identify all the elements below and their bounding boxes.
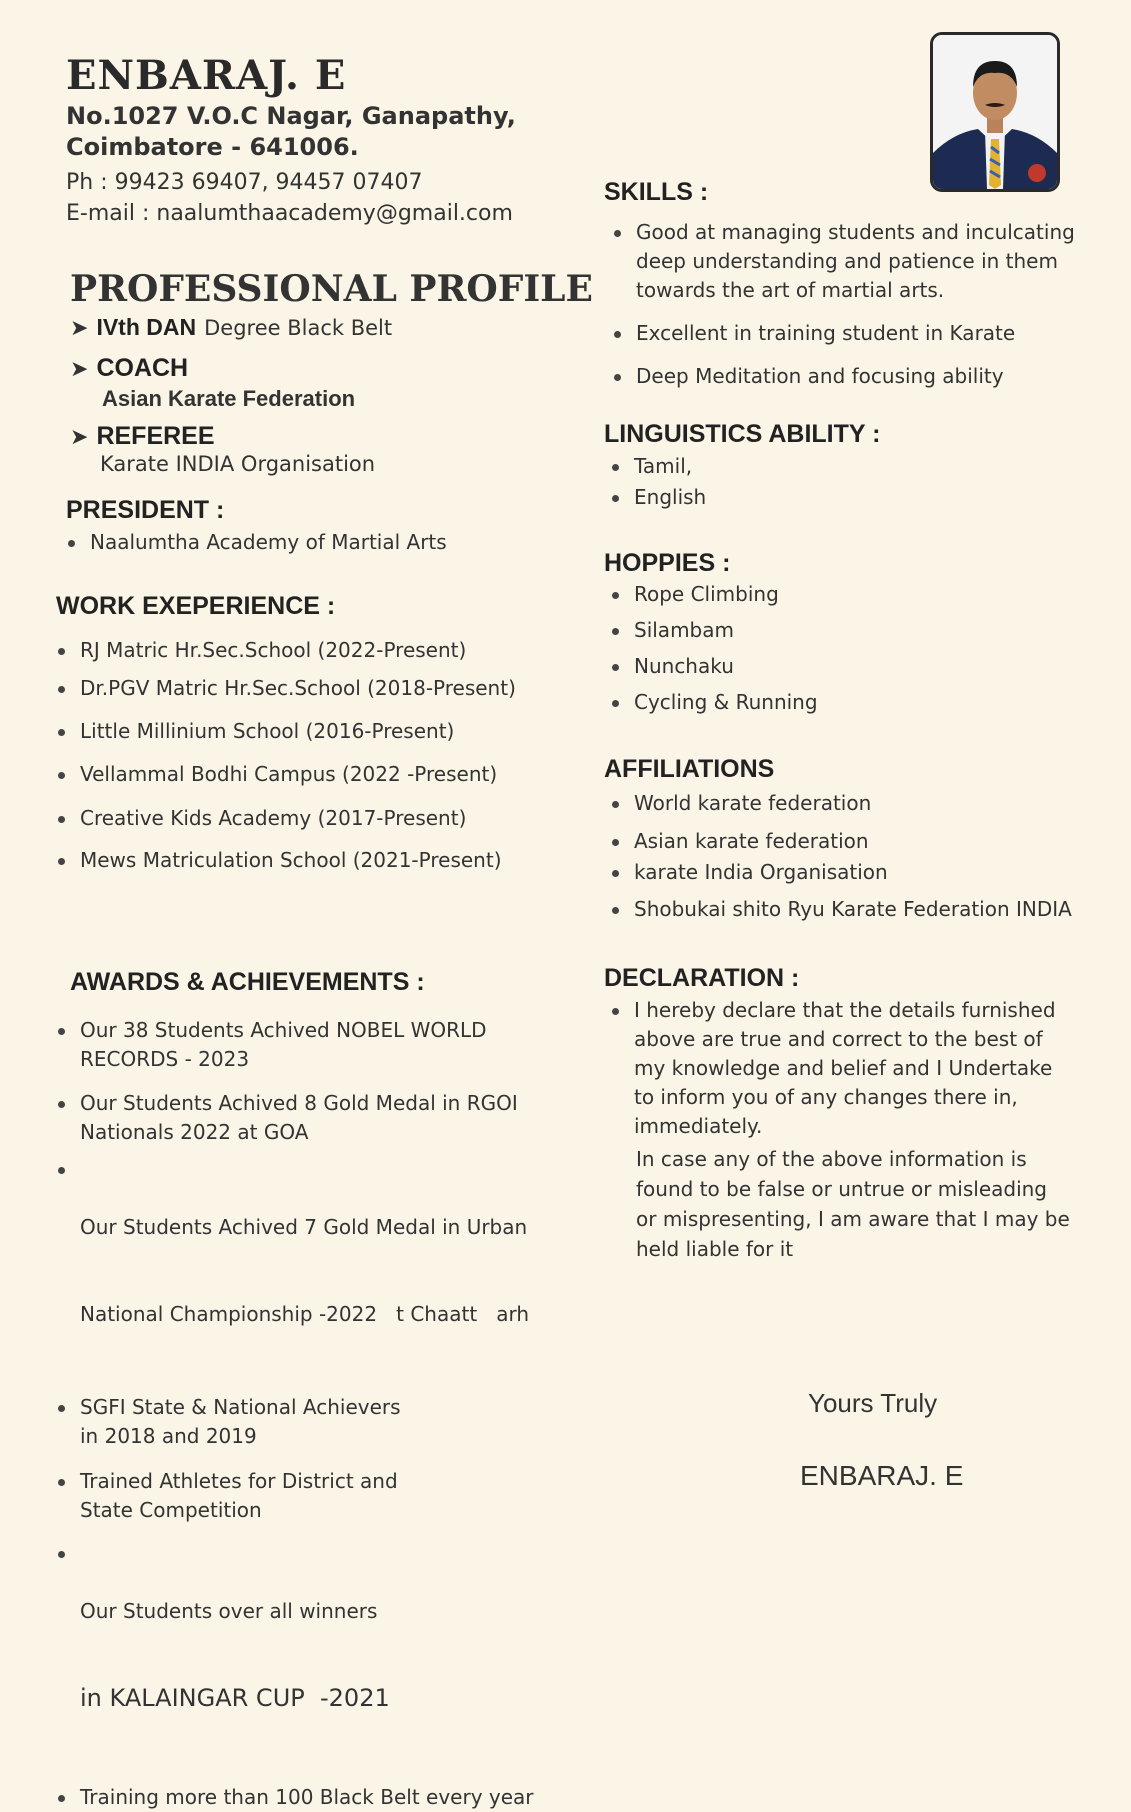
address-line-1: No.1027 V.O.C Nagar, Ganapathy,: [66, 102, 516, 130]
declaration-line: I hereby declare that the details furnished: [634, 998, 1056, 1022]
award-line: State Competition: [80, 1498, 262, 1522]
skills-heading: SKILLS :: [604, 178, 709, 206]
declaration-list: [610, 996, 1110, 1141]
list-item: [610, 996, 1110, 1141]
declaration-line: or mispresenting, I am aware that I may be: [636, 1207, 1070, 1231]
skill-line: Deep Meditation and focusing ability: [636, 364, 1004, 388]
list-item: Tamil,: [610, 452, 706, 481]
declaration-line: found to be false or untrue or misleading: [636, 1177, 1047, 1201]
awards-list: [56, 1016, 556, 1812]
award-line: SGFI State & National Achievers: [80, 1395, 401, 1419]
profile-coach: [70, 354, 188, 383]
list-item: Dr.PGV Matric Hr.Sec.School (2018-Present): [56, 674, 516, 703]
list-item: [56, 1539, 556, 1771]
list-item: RJ Matric Hr.Sec.School (2022-Present): [56, 636, 516, 665]
declaration-line: In case any of the above information is: [636, 1147, 1027, 1171]
professional-profile-title: PROFESSIONAL PROFILE: [70, 268, 593, 310]
profile-referee: [70, 422, 215, 451]
declaration-line: immediately.: [634, 1114, 763, 1138]
linguistics-heading: LINGUISTICS ABILITY :: [604, 420, 881, 448]
list-item: [612, 362, 1102, 391]
portrait-image-icon: [933, 35, 1057, 189]
declaration-paragraph-2: [636, 1144, 1070, 1264]
skills-list: [612, 218, 1102, 391]
declaration-line: to inform you of any changes there in,: [634, 1085, 1018, 1109]
profile-dan: [70, 314, 392, 341]
work-experience-list: [56, 636, 516, 875]
referee-organisation: Karate INDIA Organisation: [100, 452, 376, 476]
list-item: Naalumtha Academy of Martial Arts: [66, 528, 447, 557]
hobbies-heading: HOPPIES :: [604, 549, 731, 577]
chevron-right-icon: ➤: [70, 425, 89, 450]
applicant-name: ENBARAJ. E: [66, 52, 347, 99]
list-item: English: [610, 483, 706, 512]
list-item: [56, 1783, 556, 1812]
list-item: [612, 319, 1102, 348]
award-line: RECORDS - 2023: [80, 1047, 250, 1071]
list-item: Creative Kids Academy (2017-Present): [56, 804, 516, 833]
declaration-line: above are true and correct to the best of: [634, 1027, 1043, 1051]
award-line: Our 38 Students Achived NOBEL WORLD: [80, 1018, 487, 1042]
award-line: Our Students Achived 8 Gold Medal in RGOI: [80, 1091, 518, 1115]
closing-yours-truly: Yours Truly: [808, 1388, 938, 1418]
declaration-line: my knowledge and belief and I Undertake: [634, 1056, 1053, 1080]
list-item: Silambam: [610, 616, 818, 645]
dan-description: Degree Black Belt: [204, 316, 393, 340]
award-line: in KALAINGAR CUP -2021: [80, 1684, 390, 1712]
affiliations-heading: AFFILIATIONS: [604, 755, 775, 783]
list-item: [56, 1155, 556, 1387]
email-address: E-mail : naalumthaacademy@gmail.com: [66, 201, 513, 226]
list-item: [612, 218, 1102, 305]
address-line-2: Coimbatore - 641006.: [66, 133, 359, 161]
skill-line: Excellent in training student in Karate: [636, 321, 1016, 345]
coach-organisation: Asian Karate Federation: [102, 386, 356, 411]
work-experience-heading: WORK EXEPERIENCE :: [56, 592, 336, 620]
coach-label: COACH: [96, 354, 189, 382]
award-line: Our Students Achived 7 Gold Medal in Urban: [80, 1215, 528, 1239]
list-item: Nunchaku: [610, 652, 818, 681]
phone-numbers: Ph : 99423 69407, 94457 07407: [66, 170, 423, 195]
chevron-right-icon: ➤: [70, 316, 89, 341]
signature-name: ENBARAJ. E: [800, 1460, 964, 1491]
award-line: Training more than 100 Black Belt every year: [80, 1785, 534, 1809]
award-line: Nationals 2022 at GOA: [80, 1120, 309, 1144]
list-item: Cycling & Running: [610, 688, 818, 717]
list-item: Mews Matriculation School (2021-Present): [56, 846, 516, 875]
award-line: Our Students over all winners: [80, 1599, 378, 1623]
list-item: Asian karate federation: [610, 827, 1110, 856]
president-list: [66, 528, 447, 557]
list-item: [56, 1089, 556, 1147]
list-item: [56, 1016, 556, 1074]
award-line: Trained Athletes for District and: [80, 1469, 398, 1493]
list-item: [56, 1393, 556, 1451]
declaration-line: held liable for it: [636, 1237, 794, 1261]
profile-photo: [930, 32, 1060, 192]
president-heading: PRESIDENT :: [66, 496, 225, 524]
hobbies-list: [610, 580, 818, 717]
chevron-right-icon: ➤: [70, 357, 89, 382]
list-item: World karate federation: [610, 789, 1110, 818]
list-item: karate India Organisation: [610, 858, 1110, 887]
referee-label: REFEREE: [96, 422, 215, 450]
declaration-heading: DECLARATION :: [604, 964, 800, 992]
skill-line: towards the art of martial arts.: [636, 278, 945, 302]
list-item: [56, 1467, 556, 1525]
skill-line: Good at managing students and inculcating: [636, 220, 1075, 244]
list-item: Little Millinium School (2016-Present): [56, 717, 516, 746]
list-item: Rope Climbing: [610, 580, 818, 609]
award-line: in 2018 and 2019: [80, 1424, 257, 1448]
list-item: Vellammal Bodhi Campus (2022 -Present): [56, 760, 516, 789]
linguistics-list: [610, 452, 706, 512]
skill-line: deep understanding and patience in them: [636, 249, 1058, 273]
award-line: National Championship -2022 t Chaatt arh: [80, 1302, 530, 1326]
dan-level: IVth DAN: [96, 314, 197, 340]
list-item: Shobukai shito Ryu Karate Federation INDIA: [610, 895, 1110, 924]
awards-heading: AWARDS & ACHIEVEMENTS :: [70, 968, 425, 996]
affiliations-list: [610, 789, 1110, 924]
